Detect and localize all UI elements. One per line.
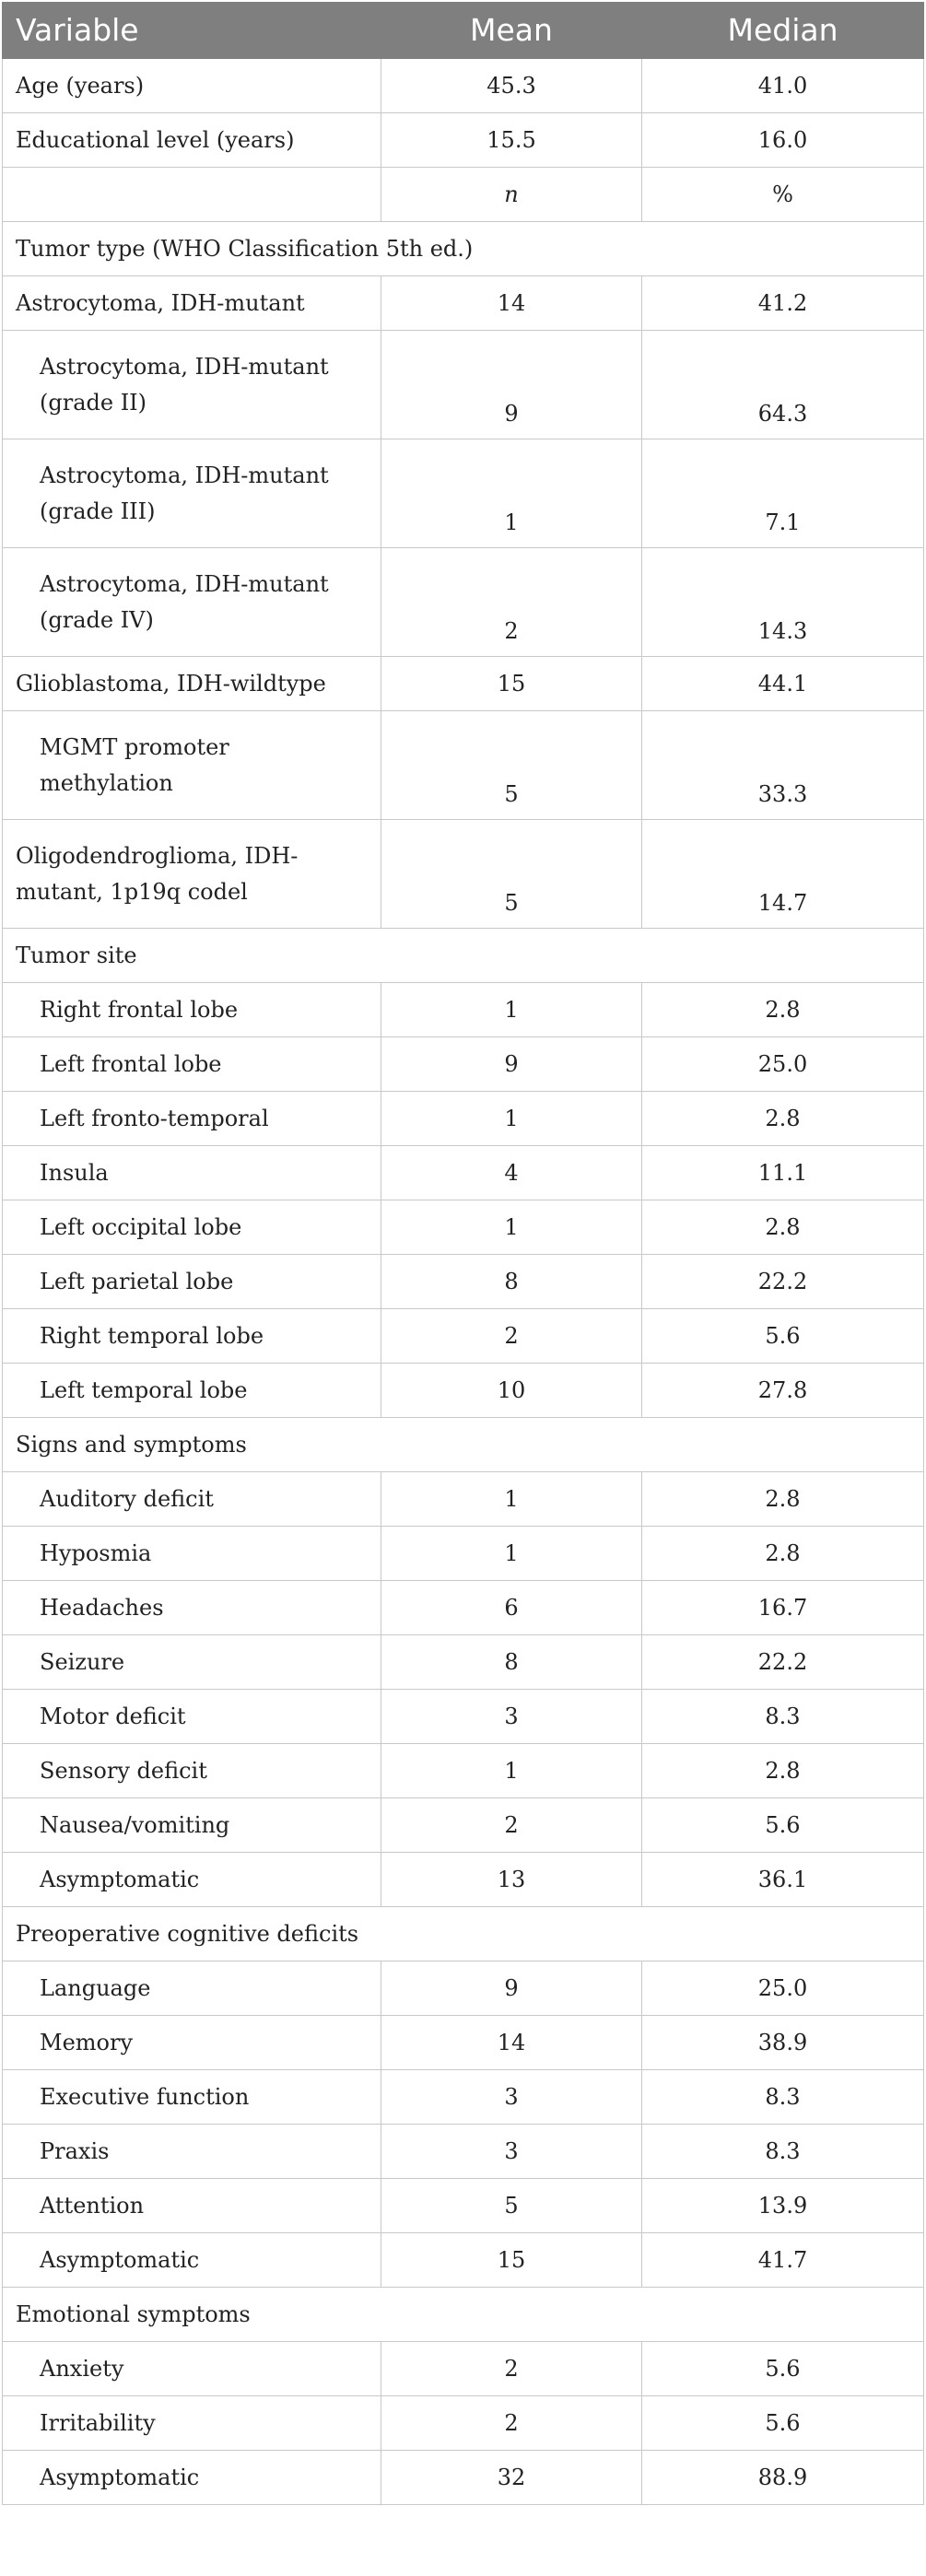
table-row	[3, 1853, 924, 1907]
unit-percent: %	[642, 168, 924, 222]
row-label	[3, 711, 381, 820]
row-label: Headaches	[3, 1581, 381, 1635]
table-row	[3, 1200, 924, 1255]
section-row	[3, 222, 924, 276]
section-row	[3, 929, 924, 983]
table-row	[3, 1798, 924, 1853]
row-label: Motor deficit	[3, 1690, 381, 1744]
table-row	[3, 2070, 924, 2125]
table-row	[3, 1037, 924, 1092]
row-label: Insula	[3, 1146, 381, 1200]
row-percent: 22.2	[642, 1255, 924, 1309]
header-mean: Mean	[381, 3, 642, 59]
row-percent: 2.8	[642, 1092, 924, 1146]
table-row	[3, 2342, 924, 2396]
row-label: Language	[3, 1961, 381, 2016]
table-row-units	[3, 168, 924, 222]
row-n: 2	[381, 548, 642, 657]
row-percent: 25.0	[642, 1037, 924, 1092]
table-row	[3, 1092, 924, 1146]
row-label: Left temporal lobe	[3, 1364, 381, 1418]
row-n: 1	[381, 439, 642, 548]
table-row	[3, 439, 924, 548]
row-label: Left frontal lobe	[3, 1037, 381, 1092]
table-row	[3, 1146, 924, 1200]
section-row	[3, 1418, 924, 1472]
table-row	[3, 113, 924, 168]
row-mean: 45.3	[381, 59, 642, 113]
row-n: 1	[381, 1527, 642, 1581]
row-label: Sensory deficit	[3, 1744, 381, 1798]
row-percent: 16.7	[642, 1581, 924, 1635]
row-label	[3, 168, 381, 222]
row-percent: 5.6	[642, 1309, 924, 1364]
row-label: Anxiety	[3, 2342, 381, 2396]
row-label	[3, 331, 381, 439]
row-label: Right temporal lobe	[3, 1309, 381, 1364]
row-percent: 2.8	[642, 1472, 924, 1527]
row-n: 3	[381, 2070, 642, 2125]
row-percent: 25.0	[642, 1961, 924, 2016]
row-n: 5	[381, 2179, 642, 2233]
row-percent: 8.3	[642, 2125, 924, 2179]
row-n: 6	[381, 1581, 642, 1635]
row-n: 32	[381, 2451, 642, 2505]
section-row	[3, 2288, 924, 2342]
table-row	[3, 1690, 924, 1744]
row-label: Glioblastoma, IDH-wildtype	[3, 657, 381, 711]
row-label: Asymptomatic	[3, 2451, 381, 2505]
row-n: 8	[381, 1635, 642, 1690]
row-n: 1	[381, 1092, 642, 1146]
row-label: Attention	[3, 2179, 381, 2233]
row-label: Astrocytoma, IDH-mutant	[3, 276, 381, 331]
row-n: 2	[381, 1309, 642, 1364]
table-row	[3, 2233, 924, 2288]
row-percent: 44.1	[642, 657, 924, 711]
table-row	[3, 2125, 924, 2179]
row-percent: 5.6	[642, 2396, 924, 2451]
row-percent: 2.8	[642, 983, 924, 1037]
table-row	[3, 59, 924, 113]
row-label: Auditory deficit	[3, 1472, 381, 1527]
unit-n: n	[381, 168, 642, 222]
row-n: 1	[381, 983, 642, 1037]
row-label-line1: Oligodendroglioma, IDH-	[16, 843, 299, 870]
row-label: Right frontal lobe	[3, 983, 381, 1037]
table-row	[3, 1527, 924, 1581]
row-n: 9	[381, 1037, 642, 1092]
row-percent: 13.9	[642, 2179, 924, 2233]
row-label: Left parietal lobe	[3, 1255, 381, 1309]
row-n: 14	[381, 276, 642, 331]
table-row	[3, 331, 924, 439]
table-row	[3, 276, 924, 331]
table-row	[3, 1961, 924, 2016]
row-n: 1	[381, 1472, 642, 1527]
row-n: 5	[381, 820, 642, 929]
row-label: Asymptomatic	[3, 1853, 381, 1907]
row-percent: 8.3	[642, 1690, 924, 1744]
row-n: 4	[381, 1146, 642, 1200]
row-n: 9	[381, 1961, 642, 2016]
row-percent: 8.3	[642, 2070, 924, 2125]
row-percent: 7.1	[642, 439, 924, 548]
row-label-line1: MGMT promoter	[40, 734, 229, 761]
row-percent: 41.7	[642, 2233, 924, 2288]
table-row	[3, 1581, 924, 1635]
section-heading: Tumor type (WHO Classification 5th ed.)	[3, 222, 924, 276]
row-n: 3	[381, 2125, 642, 2179]
row-percent: 38.9	[642, 2016, 924, 2070]
row-n: 5	[381, 711, 642, 820]
row-label: Hyposmia	[3, 1527, 381, 1581]
row-percent: 36.1	[642, 1853, 924, 1907]
table-row	[3, 1635, 924, 1690]
row-n: 2	[381, 2342, 642, 2396]
row-label-line2: mutant, 1p19q codel	[16, 878, 248, 905]
row-label: Nausea/vomiting	[3, 1798, 381, 1853]
row-label: Seizure	[3, 1635, 381, 1690]
row-percent: 64.3	[642, 331, 924, 439]
row-label-line2: (grade II)	[40, 389, 147, 416]
row-n: 1	[381, 1744, 642, 1798]
section-heading: Preoperative cognitive deficits	[3, 1907, 924, 1961]
section-heading: Tumor site	[3, 929, 924, 983]
table-row	[3, 1472, 924, 1527]
row-label: Educational level (years)	[3, 113, 381, 168]
row-label	[3, 820, 381, 929]
row-label	[3, 439, 381, 548]
header-median: Median	[642, 3, 924, 59]
row-percent: 2.8	[642, 1744, 924, 1798]
row-label: Memory	[3, 2016, 381, 2070]
table-row	[3, 1744, 924, 1798]
table-row	[3, 2396, 924, 2451]
row-n: 10	[381, 1364, 642, 1418]
header-variable: Variable	[3, 3, 381, 59]
table-row	[3, 548, 924, 657]
row-label-line1: Astrocytoma, IDH-mutant	[40, 571, 329, 598]
row-percent: 88.9	[642, 2451, 924, 2505]
table-row	[3, 2179, 924, 2233]
table-row	[3, 711, 924, 820]
row-label	[3, 548, 381, 657]
row-percent: 14.3	[642, 548, 924, 657]
row-label: Praxis	[3, 2125, 381, 2179]
row-label-line2: (grade IV)	[40, 606, 154, 633]
row-percent: 2.8	[642, 1200, 924, 1255]
row-n: 2	[381, 2396, 642, 2451]
table-row	[3, 1364, 924, 1418]
row-n: 15	[381, 657, 642, 711]
row-median: 41.0	[642, 59, 924, 113]
row-n: 1	[381, 1200, 642, 1255]
section-heading: Signs and symptoms	[3, 1418, 924, 1472]
row-n: 8	[381, 1255, 642, 1309]
row-label-line2: methylation	[40, 769, 173, 796]
row-label: Asymptomatic	[3, 2233, 381, 2288]
row-label-line1: Astrocytoma, IDH-mutant	[40, 463, 329, 489]
section-row	[3, 1907, 924, 1961]
row-n: 13	[381, 1853, 642, 1907]
row-percent: 27.8	[642, 1364, 924, 1418]
row-label: Left fronto-temporal	[3, 1092, 381, 1146]
row-percent: 14.7	[642, 820, 924, 929]
table-row	[3, 1309, 924, 1364]
row-percent: 22.2	[642, 1635, 924, 1690]
row-label: Age (years)	[3, 59, 381, 113]
row-percent: 5.6	[642, 1798, 924, 1853]
table-row	[3, 657, 924, 711]
row-label: Irritability	[3, 2396, 381, 2451]
table-header-row	[3, 3, 924, 59]
row-label: Executive function	[3, 2070, 381, 2125]
row-percent: 2.8	[642, 1527, 924, 1581]
row-percent: 33.3	[642, 711, 924, 820]
row-n: 14	[381, 2016, 642, 2070]
table-row	[3, 2016, 924, 2070]
demographics-table	[2, 2, 924, 2505]
row-label-line2: (grade III)	[40, 498, 156, 524]
row-percent: 11.1	[642, 1146, 924, 1200]
section-heading: Emotional symptoms	[3, 2288, 924, 2342]
row-n: 2	[381, 1798, 642, 1853]
table-row	[3, 2451, 924, 2505]
row-label-line1: Astrocytoma, IDH-mutant	[40, 354, 329, 381]
row-n: 3	[381, 1690, 642, 1744]
row-n: 15	[381, 2233, 642, 2288]
row-percent: 5.6	[642, 2342, 924, 2396]
table-row	[3, 1255, 924, 1309]
row-n: 9	[381, 331, 642, 439]
row-label: Left occipital lobe	[3, 1200, 381, 1255]
row-mean: 15.5	[381, 113, 642, 168]
table-row	[3, 820, 924, 929]
row-percent: 41.2	[642, 276, 924, 331]
table-row	[3, 983, 924, 1037]
row-median: 16.0	[642, 113, 924, 168]
